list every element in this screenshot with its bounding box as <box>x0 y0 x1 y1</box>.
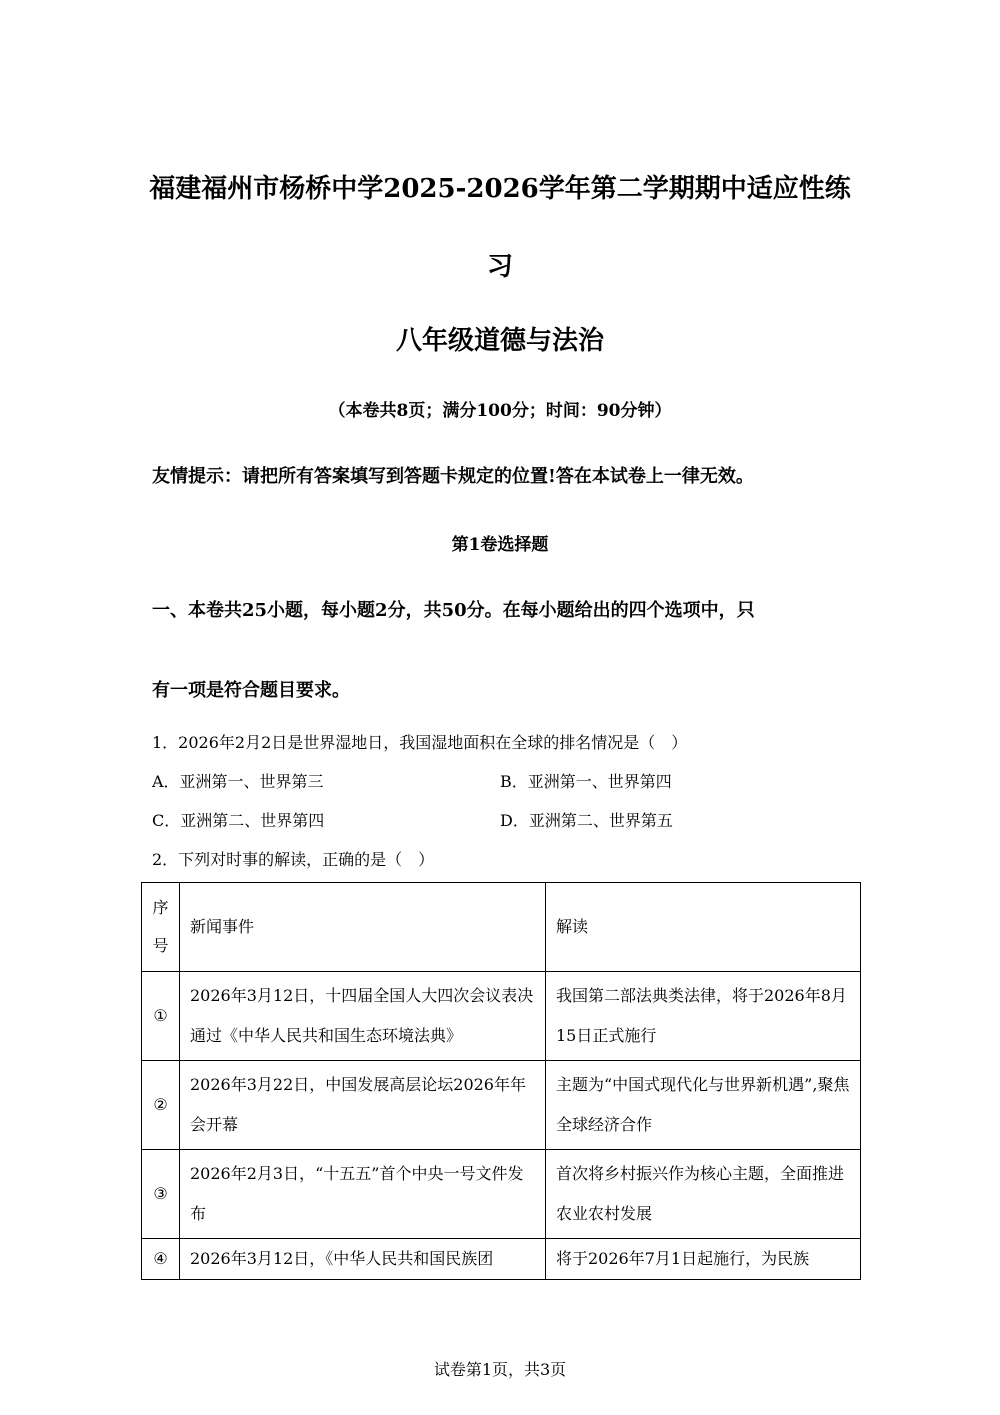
question-1-option-c: C．亚洲第二、世界第四 <box>152 811 325 830</box>
page-title-line2: 习 <box>486 252 513 282</box>
section-instruction-line2: 有一项是符合题目要求。 <box>152 680 350 701</box>
question-2-stem: 2．下列对时事的解读，正确的是（ ） <box>152 850 435 869</box>
section-instruction-line1: 一、本卷共25小题，每小题2分，共50分。在每小题给出的四个选项中，只 <box>152 600 755 621</box>
table-row <box>142 1150 861 1239</box>
table-row <box>142 1239 861 1280</box>
row-number: ① <box>142 972 180 1061</box>
row-number: ② <box>142 1061 180 1150</box>
header-cell-reading: 解读 <box>546 883 861 972</box>
row-number: ④ <box>142 1239 180 1280</box>
row-event: 2026年2月3日，“十五五”首个中央一号文件发布 <box>180 1150 546 1239</box>
subject-title: 八年级道德与法治 <box>395 326 604 356</box>
row-reading: 我国第二部法典类法律，将于2026年8月15日正式施行 <box>546 972 861 1061</box>
question-1-option-a: A．亚洲第一、世界第三 <box>152 772 324 791</box>
header-number-label: 序号 <box>152 898 169 955</box>
table-header-row <box>142 883 861 972</box>
table-row <box>142 972 861 1061</box>
row-event: 2026年3月12日，《中华人民共和国民族团 <box>180 1239 546 1280</box>
page-footer: 试卷第1页，共3页 <box>433 1360 567 1379</box>
row-event: 2026年3月12日，十四届全国人大四次会议表决通过《中华人民共和国生态环境法典》 <box>180 972 546 1061</box>
row-event: 2026年3月22日，中国发展高层论坛2026年年会开幕 <box>180 1061 546 1150</box>
exam-info: （本卷共8页；满分100分；时间：90分钟） <box>328 401 672 421</box>
news-table <box>141 882 861 1280</box>
header-cell-event: 新闻事件 <box>180 883 546 972</box>
row-reading: 主题为“中国式现代化与世界新机遇”,聚焦全球经济合作 <box>546 1061 861 1150</box>
notice: 友情提示：请把所有答案填写到答题卡规定的位置!答在本试卷上一律无效。 <box>152 466 754 487</box>
question-1-option-b: B．亚洲第一、世界第四 <box>500 772 672 791</box>
header-cell-number <box>142 883 180 972</box>
question-1-option-d: D．亚洲第二、世界第五 <box>500 811 673 830</box>
volume-title: 第1卷选择题 <box>451 535 549 555</box>
row-reading: 首次将乡村振兴作为核心主题，全面推进农业农村发展 <box>546 1150 861 1239</box>
question-1-stem: 1．2026年2月2日是世界湿地日，我国湿地面积在全球的排名情况是（ ） <box>152 733 688 752</box>
page-title-line1: 福建福州市杨桥中学2025-2026学年第二学期期中适应性练 <box>149 174 851 204</box>
row-reading: 将于2026年7月1日起施行，为民族 <box>546 1239 861 1280</box>
table-row <box>142 1061 861 1150</box>
row-number: ③ <box>142 1150 180 1239</box>
